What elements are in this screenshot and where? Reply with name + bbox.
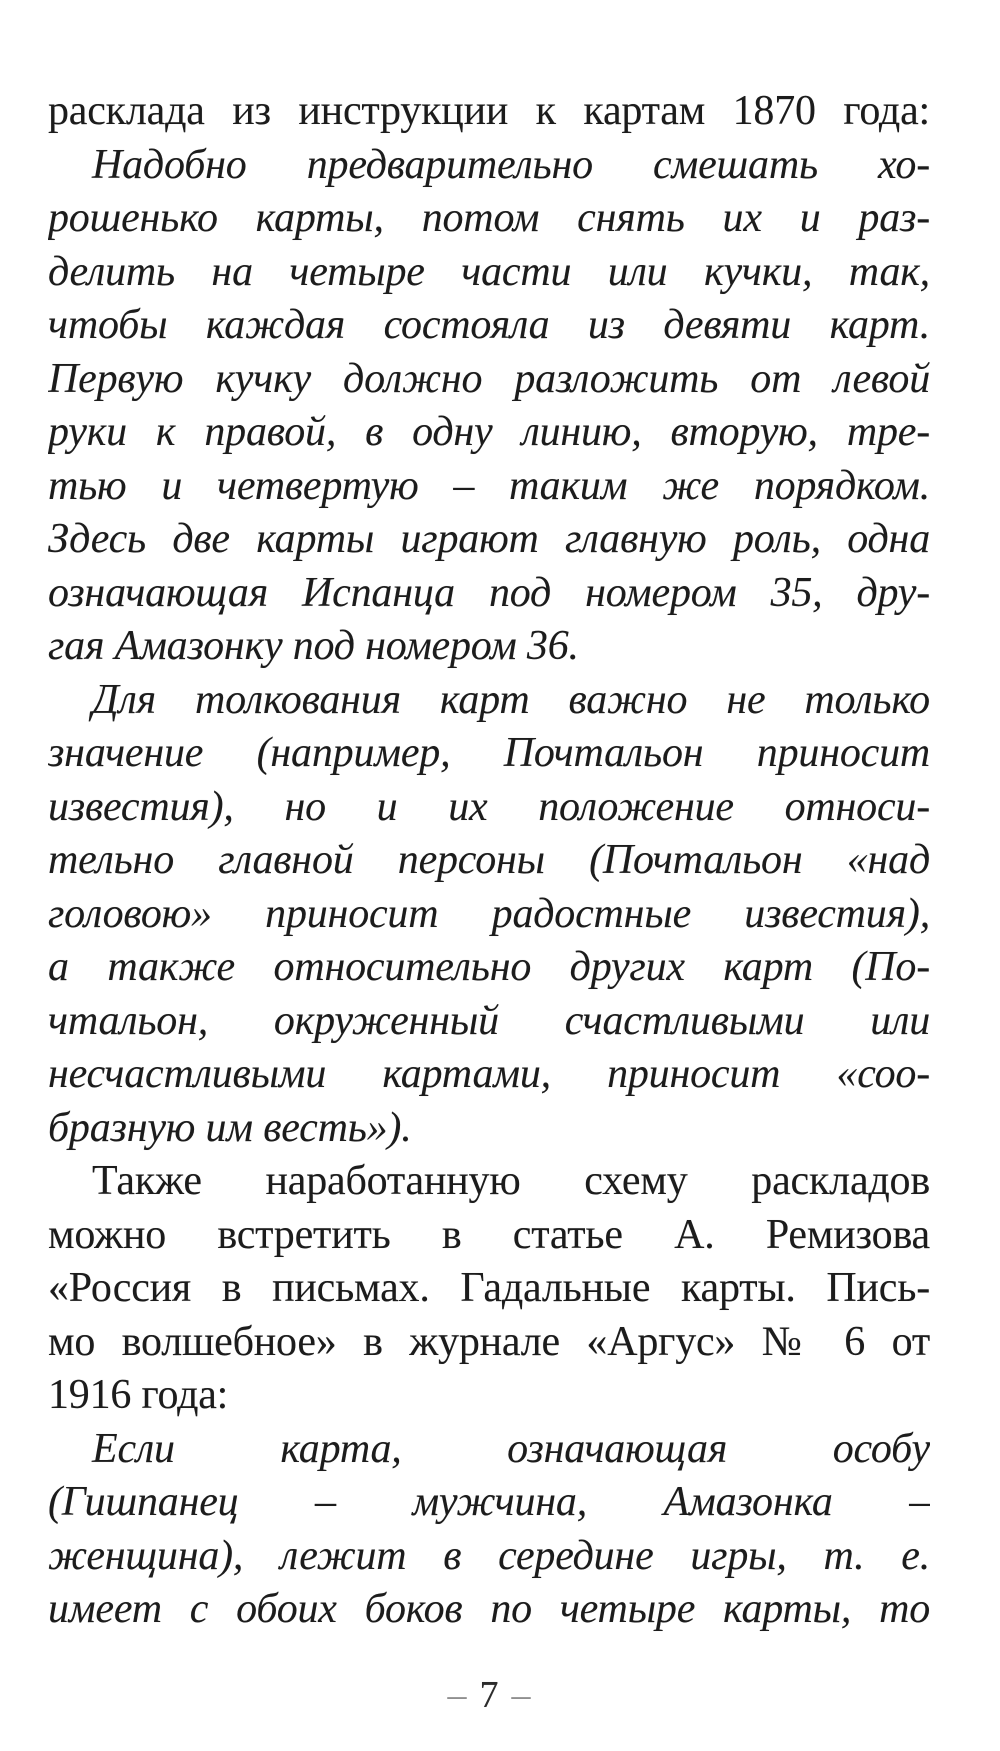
text-line: а также относительно других карт (По- xyxy=(48,944,930,990)
text-line: руки к правой, в одну линию, вторую, тре- xyxy=(48,409,930,455)
text-line: означающая Испанца под номером 35, дру- xyxy=(48,569,930,616)
text-line: женщина), лежит в середине игры, т. е. xyxy=(48,1532,930,1579)
text-line: рошенько карты, потом снять их и раз- xyxy=(48,195,930,241)
page-number-dash-left: – xyxy=(447,1673,467,1716)
text-line: значение (например, Почтальон приносит xyxy=(48,730,930,776)
text-line: головою» приносит радостные известия), xyxy=(48,890,930,937)
text-line: чтальон, окруженный счастливыми или xyxy=(48,997,930,1044)
text-line: «Россия в письмах. Гадальные карты. Пись- xyxy=(48,1265,930,1311)
text-line: Если карта, означающая особу xyxy=(92,1425,930,1472)
text-line: 1916 года: xyxy=(48,1372,229,1418)
text-line: Здесь две карты играют главную роль, одна xyxy=(48,516,930,562)
page-number xyxy=(48,1671,930,1719)
text-line: Первую кучку должно разложить от левой xyxy=(48,355,930,402)
text-line: несчастливыми картами, приносит «соо- xyxy=(48,1051,930,1097)
text-line: мо волшебное» в журнале «Аргус» № 6 от xyxy=(48,1318,930,1365)
text-line: делить на четыре части или кучки, так, xyxy=(48,248,930,295)
page-number-value: 7 xyxy=(479,1673,499,1716)
text-line: можно встретить в статье А. Ремизова xyxy=(48,1211,930,1258)
page-number-dash-right: – xyxy=(511,1673,531,1716)
text-line: Для толкования карт важно не только xyxy=(92,676,930,723)
text-line: (Гишпанец – мужчина, Амазонка – xyxy=(48,1479,930,1525)
text-line: тью и четвертую – таким же порядком. xyxy=(48,462,930,509)
text-line: Надобно предварительно смешать хо- xyxy=(92,141,930,188)
text-line: расклада из инструкции к картам 1870 года: xyxy=(48,88,930,134)
text-line: Также наработанную схему раскладов xyxy=(92,1158,930,1204)
text-block xyxy=(48,85,930,1637)
text-line: бразную им весть»). xyxy=(48,1104,412,1151)
text-line: известия), но и их положение относи- xyxy=(48,783,930,830)
text-line: имеет с обоих боков по четыре карты, то xyxy=(48,1586,930,1632)
text-line: чтобы каждая состояла из девяти карт. xyxy=(48,302,930,348)
text-line: гая Амазонку под номером 36. xyxy=(48,623,579,669)
text-line: тельно главной персоны (Почтальон «над xyxy=(48,837,930,883)
